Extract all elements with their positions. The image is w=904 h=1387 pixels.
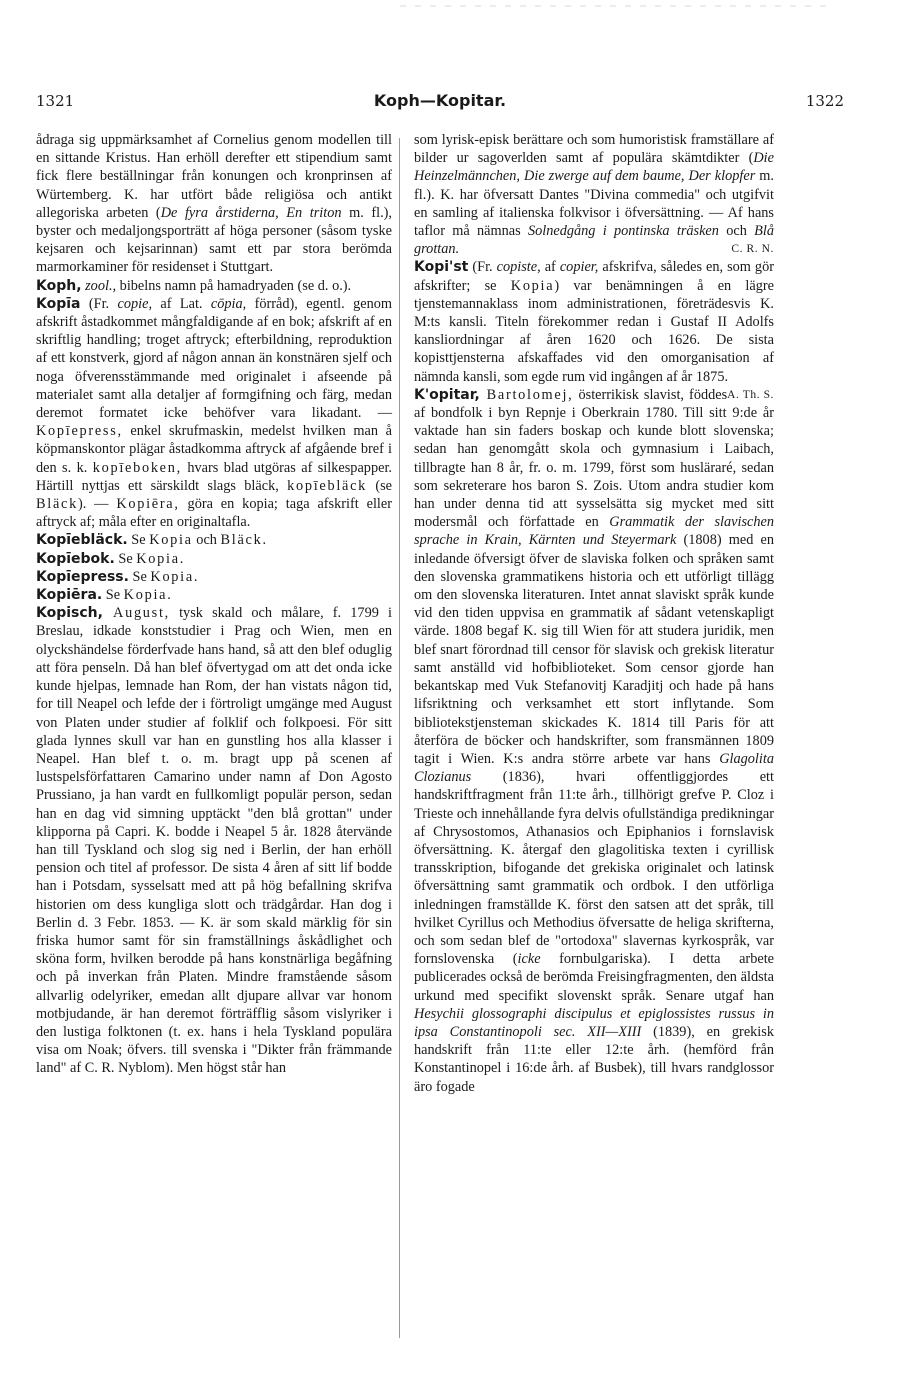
entry-kopitar: K'opitar, Bartolomej, österrikisk slavist, föddes af bondfolk i byn Repnje i Oberkrain 1780. Till sitt 9:de år vaktade han sin faders boskap och kunde blott slovenska; sedan han genomgått skola och gymnasium i Laibach, tillbragte han 8 år, fr. o. m. 1799, först som husläraré, sedan som sekreterare hos baron S. Zois. Utom andra studier kom han under denna tid att sysselsätta sig mycket med sitt modersmål och författade en Grammatik der slavischen sprache in Krain, Kärnten und Steyermark (1808) med en inledande öfversigt öfver de slaviska folken och språken samt den slovenska grammatikens historia och ett utförligt tillägg om den slovenska literaturen. Intet annat slaviskt språk kunde vid den tiden uppvisa en grammatik af sådant vetenskapligt värde. 1808 begaf K. sig till Wien för att studera juridik, men blef snart förordnad till censor för slavisk och grekisk literatur samt anställd vid hofbiblioteket. Som censor gjorde han bekantskap med Vuk Stefanovitj Karadjitj och hade på hans lifsriktning och verksamhet ett stort inflytande. Som bibliotekstjensteman skickades K. 1814 till Paris för att återföra de böcker och handskrifter, som fransmännen 1809 tagit i Wien. K:s andra större arbete var hans Glagolita Clozianus (1836), hvari offentliggjordes ett handskriftfragment från 11:te årh., tillhörigt grefve P. Cloz i Trieste och innehållande fyra delvis ofullständiga predikningar af Chrysostomos, Athanasios och Epiphanios i fornslavisk öfversättning. K. återgaf den glagolitiska texten i cyrillisk transskription, bifogande det grekiska originalet och latinsk öfversättning samt grammatik och ordbok. I den utförliga inledningen framställde K. först den satsen att det språk, till hvilket Cyrillus och Methodius öfversatte de heliga skrifterna, och som sedan blef de "ortodoxa" slavernas kyrkospråk, var fornslovenska (icke fornbulgariska). I detta arbete publicerades också de berömda Freisingfragmenten, den äldsta urkund med specifikt slovenskt språk. Senare utgaf han Hesychii glossographi discipulus et epiglossistes russus in ipsa Constantinopoli sec. XII—XIII (1839), en grekisk handskrift från 11:te eller 12:te årh. (hemförd från Konstantinopel i 16:de årh. af Busbek), till hvars randglossor äro fogade (414, 386, 775, 1095)
entry-kopia: Kopīa (Fr. copie, af Lat. cōpia, förråd), egentl. genom afskrift åstadkommet mångfaldigande af en bok; afskrift af en skriftlig handling; troget aftryck; efterbildning, reproduktion af ett konstverk, gjord af någon annan än konstnären sjelf och noga öfverensstämmande med originalet i afseende på materialet samt alla detaljer af formgifning och färg, medan deremot formatet icke behöfver vara likadant. — Kopīepress, enkel skrufmaskin, medelst hvilken man å köpmanskontor plägar åstadkomma aftryck af afgående bref i den s. k. kopīeboken, hvars blad utgöras af silkespapper. Härtill nyttjas ett särskildt slags bläck, kopīebläck (se Bläck). — Kopiēra, göra en kopia; taga afskrift eller aftryck af; måla efter en originaltafla. (36, 295, 393, 531)
headword: Kopīebok. (36, 550, 115, 567)
headword: Kopīepress. (36, 568, 129, 585)
entry-kopiebok: Kopīebok. Se Kopia. (36, 550, 186, 567)
headword: Kopi'st (414, 259, 469, 276)
headword: Kopiēra. (36, 587, 103, 604)
scan-edge-noise (400, 0, 834, 12)
page-header (36, 92, 844, 116)
author-signature: C. R. N. (731, 243, 774, 256)
entry-kopisch: Kopisch, August, tysk skald och målare, f. 1799 i Breslau, idkade konststudier i Prag och Wien, men en olyckshändelse förderfvade hans hand, så att den blef oduglig att föra penseln. Då han blef öfvertygad om att det onda icke kunde hjelpas, lemnade han Rom, der han vistats någon tid, for till Neapel och lefde der i förtroligt umgänge med August von Platen under studier af folklif och folkpoesi. För sitt glada lynnes skull var han en gunstling hos alla klasser i Neapel. Han blef t. o. m. bragt upp på scenen af lustspelsförfattaren Camarino under namn af Don Agosto Prussiano, ja han vardt en fullkomligt populär person, sedan han en dag vid simning upptäckt "den blå grottan" under klipporna på Capri. K. bodde i Neapel 5 år. 1828 återvände han till Tyskland och slog sig ned i Berlin, der han erhöll pension och titel af professor. De sista 4 åren af sitt lif bodde han i Potsdam, sysselsatt med att på hög befallning skrifva historien om dess kungliga slott och trädgårdar. Han dog i Berlin d. 3 Febr. 1853. — K. är som skald märklig för sin friska humor samt för sin framställnings åskådlighet och sköna form, hvilken berodde på hans konstnärliga begåfning och på inverkan från Platen. Mindre framstående såsom allvarlig odelyriker, emedan allt djupare allvar var honom motbjudande, är han deremot förträfflig såsom vislyriker i den lustiga folktonen (t. ex. hans i hela Tyskland populära visa om Noak; öfvers. till svenska i "Dikter från främmande land" af C. R. Nyblom). Men högst står han (36, 605, 392, 1077)
column-divider (399, 138, 400, 1338)
left-column (36, 131, 392, 1078)
right-column (414, 131, 774, 1096)
headword: Koph, (36, 277, 82, 294)
entry-kopiera: Kopiēra. Se Kopia. (36, 587, 173, 604)
entry-kopiebläck: Kopīebläck. Se Kopia och Bläck. (36, 532, 268, 549)
page-number-left: 1321 (36, 92, 75, 110)
entry-kopist: Kopi'st (Fr. copiste, af copier, afskrifva, således en, som gör afskrifter; se Kopia) var benämningen å en lägre tjenstemannaklass inom administrationen, företrädesvis K. M:ts kansli. Titeln förekommer redan i Gustaf II Adolfs kansliordningar af åren 1620 och 1626. De sista kopisttjensterna afskaffades vid den omorganisation af nämnda kansli, som egde rum vid ingången af år 1875. A. Th. S. (414, 258, 774, 385)
headword: Kopisch, (36, 605, 103, 622)
author-signature: A. Th. S. (727, 388, 774, 401)
entry-koph: Koph, zool., bibelns namn på hamadryaden (se d. o.). (36, 277, 352, 294)
headword: Kopīa (36, 295, 81, 312)
entry-continuation: ådraga sig uppmärksamhet af Cornelius genom modellen till en sittande Kristus. Han erhöll derefter ett stipendium samt fick flere beställningar från konungen och kronprinsen af Würtemberg. K. har utfört både religiösa och antikt allegoriska arbeten (De fyra årstiderna, En triton m. fl.), byster och medaljongsporträtt af höga personer (såsom tyske kejsaren och kejsarinnan) samt ett par stora berömda marmorkaminer för residenset i Stuttgart. (36, 132, 392, 276)
running-head: Koph—Kopitar. (373, 91, 507, 110)
headword: K'opitar, (414, 386, 480, 403)
entry-continuation: som lyrisk-episk berättare och som humoristisk framställare af bilder ur sagoverlden samt af populära skämtdikter (Die Heinzelmännchen, Die zwerge auf dem baume, Der klopfer m. fl.). K. har öfversatt Dantes "Divina commedia" och utgifvit en samling af italienska folkvisor i öfversättning. — Af hans taflor må nämnas Solnedgång i pontinska träsken och Blå grottan. C. R. N. (414, 132, 774, 258)
entry-kopiepress: Kopīepress. Se Kopia. (36, 568, 200, 585)
page-number-right: 1322 (805, 92, 844, 110)
headword: Kopīebläck. (36, 532, 128, 549)
